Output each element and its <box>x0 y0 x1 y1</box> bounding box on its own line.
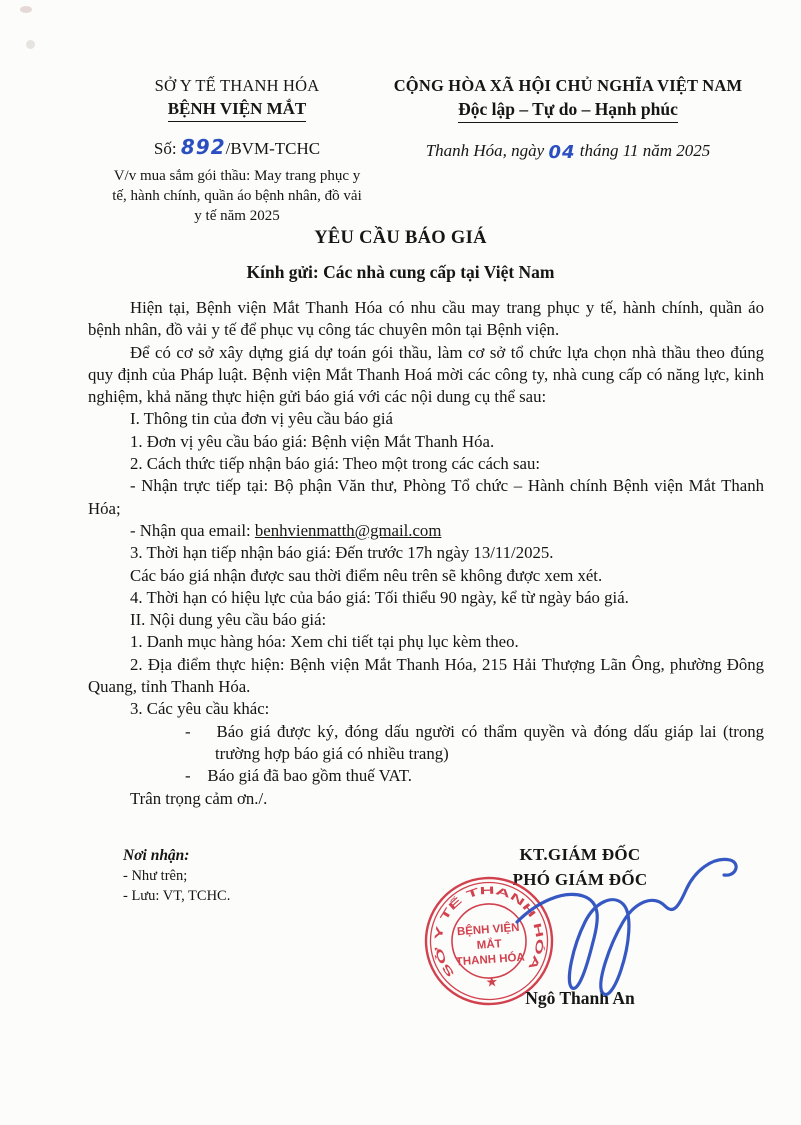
national-header-block <box>368 76 768 161</box>
body-paragraph: Các báo giá nhận được sau thời điểm nêu trên sẽ không được xem xét. <box>130 565 603 585</box>
recipient-item: - Như trên; <box>123 868 188 884</box>
handwritten-doc-number: 892 <box>180 135 226 159</box>
document-body <box>88 297 764 810</box>
recipients-block <box>123 847 230 905</box>
signer-title-line2: PHÓ GIÁM ĐỐC <box>512 870 648 889</box>
body-paragraph: 1. Đơn vị yêu cầu báo giá: Bệnh viện Mắt Thanh Hóa. <box>130 431 495 451</box>
issuer-org: BỆNH VIỆN MẮT <box>112 99 362 122</box>
stamp-center-line1: BỆNH VIỆN <box>456 921 520 939</box>
handwritten-day: 04 <box>548 142 576 163</box>
document-subject: V/v mua sắm gói thầu: May trang phục y tế, hành chính, quần áo bệnh nhân, đồ vải y tế năm 2025 <box>112 168 362 224</box>
stamp-center-line2: MẮT <box>476 938 503 952</box>
recipients-list <box>123 868 230 905</box>
email-text: benhvienmatth@gmail.com <box>254 520 442 540</box>
issuer-block <box>112 76 362 226</box>
body-paragraph: 3. Thời hạn tiếp nhận báo giá: Đến trước 17h ngày 13/11/2025. <box>130 543 554 563</box>
body-paragraph: - Nhận qua email: benhvienmatth@gmail.com <box>130 520 442 540</box>
body-paragraph: 2. Cách thức tiếp nhận báo giá: Theo một trong các cách sau: <box>130 454 541 474</box>
scan-artifact <box>20 6 32 13</box>
national-motto-line2: Độc lập – Tự do – Hạnh phúc <box>368 99 768 123</box>
body-paragraph: - Nhận trực tiếp tại: Bộ phận Văn thư, Phòng Tổ chức – Hành chính Bệnh viện Mắt Thanh Hóa; <box>88 476 764 518</box>
salutation-line: Kính gửi: Các nhà cung cấp tại Việt Nam <box>246 262 555 282</box>
document-title: YÊU CẦU BÁO GIÁ <box>314 228 487 248</box>
body-paragraph: II. Nội dung yêu cầu báo giá: <box>130 610 327 630</box>
body-paragraph: - Báo giá được ký, đóng dấu người có thẩm quyền và đóng dấu giáp lai (trong trường hợp báo giá có nhiều trang) <box>185 721 764 763</box>
recipient-item: - Lưu: VT, TCHC. <box>123 888 231 904</box>
stamp-center-line3: THANH HÓA <box>455 951 526 969</box>
body-paragraph: Trân trọng cảm ơn./. <box>130 788 268 808</box>
body-paragraph: 1. Danh mục hàng hóa: Xem chi tiết tại phụ lục kèm theo. <box>130 632 519 652</box>
stamp-star-icon: ★ <box>486 974 498 990</box>
body-paragraph: Hiện tại, Bệnh viện Mắt Thanh Hóa có nhu cầu may trang phục y tế, hành chính, quần áo bệnh nhân, đồ vải y tế để phục vụ công tác chuyên môn tại Bệnh viện. <box>88 298 764 340</box>
recipients-title: Nơi nhận: <box>123 847 190 864</box>
signer-title-line1: KT.GIÁM ĐỐC <box>519 845 641 864</box>
stamp-ring-text: SỞ Y TẾ THANH HÓA <box>432 884 546 980</box>
signer-name: Ngô Thanh An <box>525 988 635 1008</box>
body-paragraph: 3. Các yêu cầu khác: <box>130 699 270 719</box>
handwritten-signature-icon <box>515 850 750 1020</box>
body-paragraph: Để có cơ sở xây dựng giá dự toán gói thầu, làm cơ sở tổ chức lựa chọn nhà thầu theo đúng quy định của Pháp luật. Bệnh viện Mắt Thanh Hoá mời các công ty, nhà cung cấp có năng lực, kinh nghiệm, khả năng thực hiện gửi báo giá với các nội dung cụ thể sau: <box>88 342 764 407</box>
scan-artifact <box>26 40 35 49</box>
place-date-line: Thanh Hóa, ngày 04 tháng 11 năm 2025 <box>425 141 711 163</box>
body-paragraph: - Báo giá đã bao gồm thuế VAT. <box>185 766 412 786</box>
document-number: Số: 892/BVM-TCHC <box>153 135 321 159</box>
issuer-parent-org: SỞ Y TẾ THANH HÓA <box>154 76 320 95</box>
body-paragraph: I. Thông tin của đơn vị yêu cầu báo giá <box>130 409 394 429</box>
national-motto-line1: CỘNG HÒA XÃ HỘI CHỦ NGHĨA VIỆT NAM <box>393 76 743 95</box>
body-paragraph: 4. Thời hạn có hiệu lực của báo giá: Tối thiểu 90 ngày, kể từ ngày báo giá. <box>130 587 629 607</box>
body-paragraph: 2. Địa điểm thực hiện: Bệnh viện Mắt Thanh Hóa, 215 Hải Thượng Lãn Ông, phường Đông Quang, tỉnh Thanh Hóa. <box>88 654 764 697</box>
